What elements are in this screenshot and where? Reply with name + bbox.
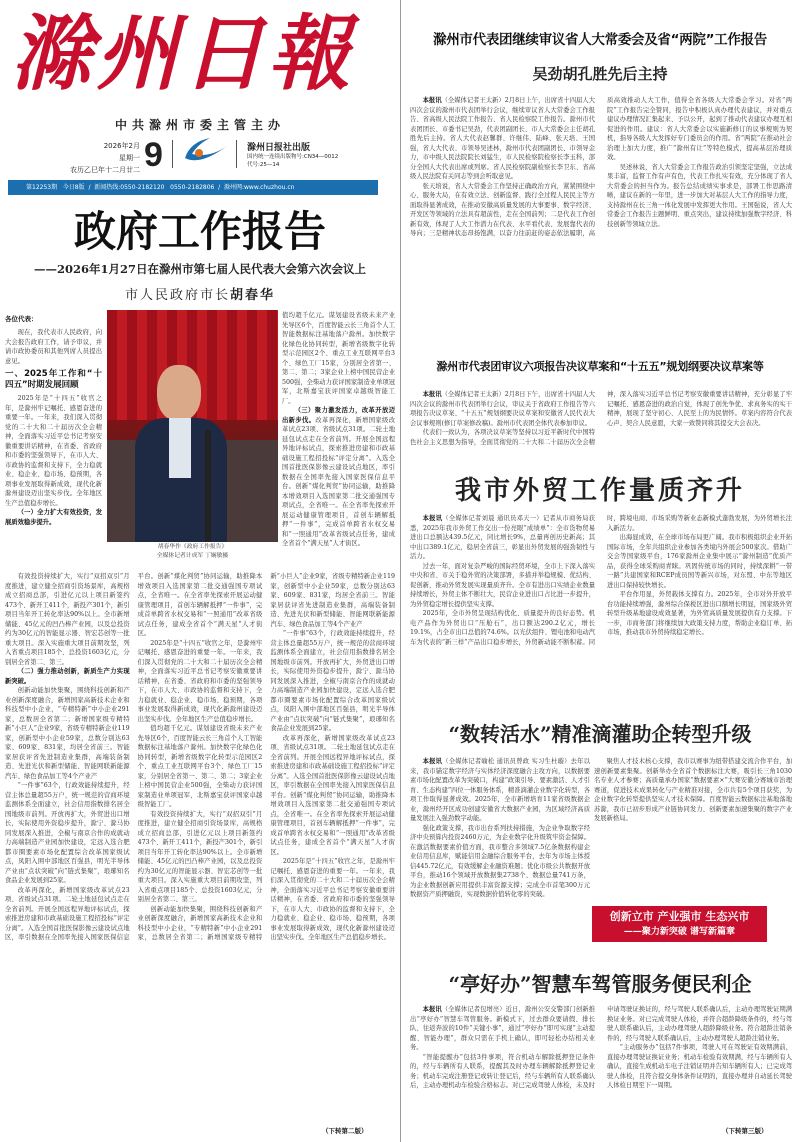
subsection-heading: （三）聚力激发活力，改革开放迈出新步伐。 bbox=[282, 407, 395, 424]
report-author bbox=[0, 284, 400, 303]
publication-codes bbox=[247, 153, 392, 169]
report-column-left bbox=[5, 311, 102, 571]
section-heading: 一、2025年工作和“十四五”时期发展回顾 bbox=[5, 369, 102, 390]
date-weekday: 星期一 bbox=[119, 154, 140, 162]
paragraph: 出海显成效，在全球市场布局更广阔。我市积极组织企业开拓国际市场，全年共组织企业参加各类境内外展会500家次。借助广交会等国家级平台，176家滁州企业集中展示“滁州制造”优质产品，获得全球采购商青睐。巩固传统市场的同时，持续深耕“一带一路”共建国家和RCEP成员国等新兴市场，对东盟、中东等地区进出口保持较快增长。 bbox=[607, 534, 792, 589]
report-subtitle: ——2026年1月27日在滁州市第七届人民代表大会第六次会议上 bbox=[33, 262, 366, 276]
lead: 本报讯 bbox=[422, 758, 443, 765]
postal-code: 代号:25—14 bbox=[247, 162, 280, 168]
column-divider bbox=[400, 0, 401, 1142]
article4-headline: “数转活水”精准滴灌助企转型升级 bbox=[448, 722, 752, 746]
article4-body-left bbox=[410, 757, 590, 942]
paragraph: 2025年，全市外贸呈现结构优化、质量提升的良好态势。机电产品作为外贸出口“压舱石”，出口额达290.2亿元，增长19.1%，占全市出口总值的74.6%。以光伏组件、锂电池和电动汽车为代表的“新三样”产品出口稳步增长，外贸新动能不断积蓄。同时，跨境电商、市场采购等新业态新模式蓬勃发展，为外贸增长注入新活力。 bbox=[410, 515, 792, 646]
paragraph: 强化政策支撑，我市出台系列扶持措施，为企业争取数字经济中央预算内投资2460万元，为企业数字化升级筑牢资金保障。在激活数据要素价值方面，我市整合多领域7.5亿条数据构建企业信用信息库，赋能信用金融综合服务平台，去年为市场主体授信445.72亿元，有效缓解企业融资难题；优化市级公共数据开放平台，推动16个领域开放数据集2738个、数据总量741万条，为企业数据创新应用提供丰富资源支撑；完成全市首笔300万元数据资产质押融资，实现数据价值转化零的突破。 bbox=[410, 824, 590, 898]
slogan-banner bbox=[592, 906, 767, 942]
paragraph: 改革再深化，新增国家级改革试点23项、省级试点31项。二轮土地延包试点走在全省前列。开展全国远程异地评标试点，探索推进房建和市政基础设施工程招投标“评定分离”。入选全国首批医保影像云建设试点地区，率引数据在全国率先接入国家医保信息平台。创新“煤化判贸”协同运输，助推降本增效项目入选国家第二批交通强国专项试点，全省唯一。在全省率先探索开展运动健康管理项目，首创车辆解抵押“一件事”，完成首单跨省水权交易和“一照通用”改革省级试点任务，建成全省首个“满天星”人才街区。 bbox=[282, 416, 395, 547]
paragraph: 2025年是“十四五”收官之年，是滁州牢记嘱托、感恩奋进的重要一年。一年来，我们深入贯彻党的二十大和二十届历次全会精神，全面落实习近平总书记考察安徽重要讲话精神，在省委、省政府和市委的坚强领导下，在市人大、市政协的监督和支持下，全力稳就业、稳企业、稳市场、稳预期，各项事业发展取得新成效，现代化新滁州建设迈出坚实步伐。全年地区生产总值稳步增长。 bbox=[270, 858, 395, 941]
paragraph: 张天培说，省人大常委会工作坚持正确政治方向，紧紧围绕中心、服务大局，在有效立法、创新监督、践行全过程人民民主等方面取得显著成效，在推动安徽高质量发展的大事要事、数字经济、开发区等领域的立法具有超前性，走在全国前列；二是代表工作创新有效，体现了人大工作潜力在代表、水平看代表、发展靠代表的导向；三是精神状态昂扬饱满，以奋力往前赶的姿态依法履职，高质高效推动人大工作，值得全省各级人大常委会学习。对省“两院”工作报告完全赞同，报告中积极认真办理代表建议，并对重点建议办理情况汇集起来、予以公开，起到了推动代表建议办理互相促进的作用。建议：省人大常委会以实施新修订的议事规则为契机，指导各级人大发挥好专门委员会的作用。省“两院”在推动社会治理上加大力度，推广“滁州有让”等特色模式，提高基层治理质效。 bbox=[410, 97, 792, 237]
article2-body bbox=[410, 390, 792, 452]
paragraph: “智能提醒办”包括3件事项，符合机动车解除抵押登记条件的，经与车辆所有人联系，提醒其及时办理车辆解除抵押登记业务；机动车完成注册登记或转让登记后，经与车辆所有人联系确认后，主动办理机动车检验合格标志。对已完成驾驶人体检，未及时申请驾驶证换证的，经与驾驶人联系确认后，主动办理驾驶证期满换证业务。对已完成驾驶人体检，并符合超龄降级条件的，经与驾驶人联系确认后，主动办理驾驶人超龄降级业务。符合超龄注销条件的，经与驾驶人联系确认后，主动办理驾驶人超龄注销业务。 bbox=[410, 1006, 792, 1089]
paragraph: 代表们一致认为，各项决议草案等坚持以习近平新时代中国特色社会主义思想为指导，全面贯彻党的二十大和二十届历次全会精神，深入落实习近平总书记考察安徽重要讲话精神，充分彰显了牢记嘱托、感恩奋进的政治自觉，体现了创先争优、求真务实的实干精神，展现了坚守初心、人民至上的为民情怀。草案内容符合代表心声、契合人民意愿，大家一致赞同将其提交大会表决。 bbox=[410, 391, 792, 446]
article4-body-right bbox=[594, 757, 792, 899]
article1-headline: 滁州市代表团继续审议省人大常委会及省“两院”工作报告 bbox=[433, 32, 767, 48]
paragraph: 吴述林说，省人大常委会工作报告政治引领坚定坚强，立法成果丰富，监督工作有声有色，代表工作扎实有效，充分体现了省人大常委会的担当作为。报告总结成绩实事求是，部署工作思路清晰，建议在新的一年里，进一步加大对基层人大工作的指导力度，支持滁州在长三角一体化发展中发挥更大作用。王国强说，省人大常委会工作报告主题鲜明、重点突出，建议持续加强数字经济、科技创新等领域立法。 bbox=[607, 163, 792, 228]
byline: （全媒体记者王太新） bbox=[441, 391, 505, 398]
divider bbox=[172, 140, 173, 168]
subsection-heading: （二）强力推动创新，新质生产力实现新突破。 bbox=[5, 668, 130, 685]
paragraph: 有效投资持续扩大，实行“双招双引”月度推进，建立健全招商引资场景库，高规格成立招商总部，引进亿元以上项目新签约473个、新开工411个，新投产301个，新引项目当年开工转化率达90%以上。全市新增储能、45亿元的凹凸棒产业园，以及总投资约为30亿元的智能显示器、智宏芯创等一批重大项目。深入实施重大项目前期攻坚，列入省重点项目185个、总投资1603亿元，分别居全省第二、第三。 bbox=[5, 573, 130, 666]
paragraph: 聚焦人才技术核心支撑，我市以赛事为纽带搭建交流合作平台，加速创新要素集聚。创新举办全省首个数据标注大赛，吸引长三角1030名专业人才参赛；高质量承办国家“数据要素×”大赛安徽分赛城市治理赛道，促进技术成果转化与产业精准对接，全市共有5个项目获奖，为企业数字化转型提供坚实人才技术保障。百度智能云数据标注基地落地苏滁，我市已初步形成产业链协同发力、创新要素加速集聚的数字产业发展新格局。 bbox=[594, 758, 792, 822]
article5-body bbox=[410, 1005, 792, 1123]
article2-headline: 滁州市代表团审议六项报告决议草案和“十五五”规划纲要决议草案等 bbox=[436, 360, 764, 373]
paragraph: 值均超千亿元。谋划建设省级未来产业先导区6个，百度智能云长三角首个人工智能数据标注基地落户滁州。加快数字化绿色化协同转型，新增省级数字化转型示范园区2个、重点工业互联网平台3个、绿色工厂15家，分别居全省第一、第二、第二；3家企业上榜中国民营企业500强，全柴动力获评国家制造业单项冠军，北斯嘉宝获评国家卓越级智能工厂。 bbox=[137, 725, 263, 808]
caption-title: 胡春华作《政府工作报告》 bbox=[157, 544, 228, 550]
paragraph: 过去一年，面对复杂严峻的国际经贸环境，全市上下深入落实中央和省、市关于稳外贸的决策部署，多措并举稳规模、优结构、促创新，推动外贸发展实现量质齐升。全市有进出口实绩企业数量持续增长，外贸主体不断壮大，民营企业进出口占比进一步提升，为外贸稳定增长提供坚实支撑。 bbox=[410, 562, 595, 608]
divider bbox=[236, 140, 237, 168]
mayor-photo bbox=[107, 310, 278, 542]
author-title: 市人民政府市长 bbox=[124, 288, 230, 303]
lead: 本报讯 bbox=[422, 515, 443, 522]
byline: （全媒体记者包增亮） bbox=[441, 1006, 506, 1013]
paragraph: 记者从市商务局获悉，2025年我市外贸工作交出一份亮眼“成绩单”：全市货物贸易进出口总额达439.5亿元，同比增长9%，总量再创历史新高；其中出口389.1亿元，稳居全省前三，彰显出外贸发展的强劲韧性与活力。 bbox=[410, 515, 595, 560]
caption-credit: 全媒体记者计成军 丁娴敏摄 bbox=[156, 553, 229, 559]
date-lunar: 农历乙巳年十二月廿二 bbox=[70, 166, 140, 174]
paragraph: “主动服务办”包括7件事项，驾驶人可在驾驶证有效期满前，直接办理驾驶证换证业务；机动车检验有效期满，经与车辆所有人确认，直接生成机动车电子注销证明并告知车辆所有人；已完成驾驶人体检，且符合提交身体条件证明的，直接办理并自动延长驾驶人体检日期至下一周期。 bbox=[607, 1044, 792, 1089]
paragraph: 平台作用显，外贸载体支撑有力。2025年，全市对外开放平台功能持续增强，滁州综合保税区进出口额增长明显，国家级外贸转型升级基地建设成效显著，为外贸高质量发展提供有力支撑。下一步，市商务部门将继续加大政策支持力度，帮助企业稳订单、拓市场，推动我市外贸持续稳定增长。 bbox=[607, 591, 792, 636]
speaker-face bbox=[157, 365, 201, 421]
paragraph: 2025年是“十四五”收官之年，是滁州牢记嘱托、感恩奋进的重要一年。一年来，我们深入贯彻党的二十大和二十届历次全会精神，全面落实习近平总书记考察安徽重要讲话精神，在省委、省政府和市委的坚强领导下，在市人大、市政协的监督和支持下，全力稳就业、稳企业、稳市场、稳预期，各项事业发展取得新成效，现代化新滁州建设迈出坚实步伐。全年地区生产总值稳步增长。 bbox=[5, 395, 102, 507]
photo-caption bbox=[107, 543, 278, 561]
lead: 本报讯 bbox=[422, 391, 442, 398]
author-name: 胡春华 bbox=[230, 288, 276, 303]
article3-body bbox=[410, 514, 792, 694]
paragraph: 去年以来，我市锚定数字经济与实体经济深度融合主攻方向，以数据要素市场化配置改革为突破口，构建“政策引导、要素激活、人才引育、生态构建”四位一体服务体系，精准滴灌企业数字化转型，各项工作取得显著成效。2025年，全市新增培育11家省级数据企业，滁州经开区成功创建安徽省大数据产业园，为区域经济高质量发展注入强劲数字动能。 bbox=[410, 758, 590, 822]
paragraph: 近日，滁州公安交警部门创新推出“亭好办”智慧车驾管服务。新模式下，过去群众要请假、排长队、往返奔波的10件“关键小事”，通过“亭好办”即可实现“主动提醒、智能办理”，群众只需在手机上确认，即可轻松办结相关业务。 bbox=[410, 1006, 596, 1051]
emblem-icon bbox=[180, 136, 230, 170]
paragraph: 有效投资持续扩大，实行“双招双引”月度推进，建立健全招商引资场景库，高规格成立招商总部，引进亿元以上项目新签约473个、新开工411个，新投产301个，新引项目当年开工转化率达90%以上。全市新增储能、45亿元的凹凸棒产业园，以及总投资约为30亿元的智能显示器、智宏芯创等一批重大项目。深入实施重大项目前期攻坚，列入省重点项目185个、总投资1603亿元，分别居全省第二、第三。 bbox=[137, 810, 263, 903]
article1-subtitle: 吴劲胡孔胜先后主持 bbox=[532, 65, 668, 83]
shirt bbox=[169, 418, 191, 478]
paragraph: 改革再深化，新增国家级改革试点23项、省级试点31项。二轮土地延包试点走在全省前列。开展全国远程异地评标试点，探索推进房建和市政基础设施工程招投标“评定分离”。入选全国首批医保影像云建设试点地区，率引数据在全国率先接入国家医保信息平台。创新“煤化判贸”协同运输，助推降本增效项目入选国家第二批交通强国专项试点，全省唯一。在全省率先探索开展运动健康管理项目，首创车辆解抵押“一件事”，完成首单跨省水权交易和“一照通用”改革省级试点任务，建成全省首个“满天星”人才街区。 bbox=[5, 573, 263, 941]
paragraph: 创新动能加快集聚，围绕科技创新和产业创新深度融合，新增国家高新技术企业和科技型中小企业，“专精特新”中小企业291家，总数居全省第二；新增国家级专精特新“小巨人”企业9家，省级专精特新企业119家，创新型中小企业59家，总数分别达63家、609家、831家，均居全省前三。智能家居获评省先进制造业集群，高端装备制造、先进光伏和新型储能、智能网联新能源汽车、绿色食品加工等4个产业产 bbox=[5, 687, 130, 780]
paragraph: 现在，我代表市人民政府，向大会报告政府工作，请予审议，并请市政协委员和其他列席人员提出意见。 bbox=[5, 329, 102, 365]
article5-headline: “亭好办”智慧车驾管服务便民利企 bbox=[448, 972, 752, 996]
report-column-right bbox=[282, 311, 395, 569]
byline: （全媒体记者王太新） bbox=[441, 97, 505, 104]
issue-date bbox=[40, 140, 140, 176]
paragraph: 值均超千亿元。谋划建设省级未来产业先导区6个，百度智能云长三角首个人工智能数据标注基地落户滁州。加快数字化绿色化协同转型，新增省级数字化转型示范园区2个、重点工业互联网平台3个、绿色工厂15家，分别居全省第一、第二、第二；3家企业上榜中国民营企业500强，全柴动力获评国家制造业单项冠军，北斯嘉宝获评国家卓越级智能工厂。 bbox=[282, 312, 395, 405]
report-headline: 政府工作报告 bbox=[73, 207, 326, 256]
slogan-sub: ——聚力新突破 谱写新篇章 bbox=[623, 927, 736, 937]
continued-note: （下转第三版） bbox=[722, 1127, 768, 1135]
newspaper-logo: 滁州日報 bbox=[10, 6, 354, 102]
paragraph: 创新动能加快集聚，围绕科技创新和产业创新深度融合，新增国家高新技术企业和科技型中小企业，“专精特新”中小企业291家，总数居全省第二；新增国家级专精特新“小巨人”企业9家，省级专精特新企业119家，创新型中小企业59家，总数分别达63家、609家、831家，均居全省前三。智能家居获评省先进制造业集群，高端装备制造、先进光伏和新型储能、智能网联新能源汽车、绿色食品加工等4个产业产 bbox=[137, 573, 395, 941]
paragraph: 2月8日下午，出席省十四届人大四次会议的滁州市代表团举行会议，审议关于省政府工作报告等六项报告决议草案、“十五五”规划纲要决议草案和安徽省人民代表大会议事规则(修订草案修改稿)。滁州市代表团全体代表参加审议。 bbox=[410, 391, 596, 427]
paragraph: 改革再深化，新增国家级改革试点23项、省级试点31项。二轮土地延包试点走在全省前列。开展全国远程异地评标试点，探索推进房建和市政基础设施工程招投标“评定分离”。入选全国首批医保影像云建设试点地区，率引数据在全国率先接入国家医保信息平台。创新“煤化判贸”协同运输，助推降本增效项目入选国家第二批交通强国专项试点，全省唯一。在全省率先探索开展运动健康管理项目，首创车辆解抵押“一件事”，完成首单跨省水权交易和“一照通用”改革省级试点任务，建成全省首个“满天星”人才街区。 bbox=[270, 734, 395, 856]
article3-headline: 我市外贸工作量质齐升 bbox=[454, 476, 745, 506]
slogan-main: 创新立市 产业强市 生态兴市 bbox=[609, 910, 750, 923]
subsection-heading: （一）全力扩大有效投资，发展质效稳步提升。 bbox=[5, 509, 102, 526]
date-month: 2026年2月 bbox=[103, 142, 140, 150]
publisher: 滁州日报社出版 bbox=[247, 143, 311, 153]
continued-note: （下转第二版） bbox=[322, 1127, 368, 1135]
issue-day: 9 bbox=[144, 136, 163, 174]
sponsor-line: 中共滁州市委主管主办 bbox=[114, 118, 285, 132]
report-body bbox=[5, 572, 395, 1124]
lead: 本报讯 bbox=[422, 97, 442, 104]
lead: 本报讯 bbox=[422, 1006, 442, 1013]
salutation: 各位代表： bbox=[5, 315, 38, 323]
issn: 国内统一连续出版物号:CN34—0012 bbox=[247, 154, 339, 160]
paragraph: 2月8日上午，出席省十四届人大四次会议的滁州市代表团举行会议，继续审议省人大常委会工作报告、省高级人民法院工作报告、省人民检察院工作报告。滁州市代表团团长、市委书记吴劲，代表团副团长、市人大常委会主任胡孔胜先后主持。省人大代表赵馨群、许继伟、陆峰、张天培、王国强，省人大代表、市领导吴述林，滁州市代表团副团长、市领导金力，市中级人民法院院长刘猛生，市人民检察院检察长李玉科，部分全国人大代表出席或列席。省人民检察院副检察长李卫东、省高级人民法院有关同志等到会听取意见。 bbox=[410, 97, 596, 180]
paragraph: 2025年是“十四五”收官之年，是滁州牢记嘱托、感恩奋进的重要一年。一年来，我们深入贯彻党的二十大和二十届历次全会精神，全面落实习近平总书记考察安徽重要讲话精神，在省委、省政府和市委的坚强领导下，在市人大、市政协的监督和支持下，全力稳就业、稳企业、稳市场、稳预期，各项事业发展取得新成效，现代化新滁州建设迈出坚实步伐。全年地区生产总值稳步增长。 bbox=[137, 639, 263, 723]
issue-info-bar: 第12253期 今日8版 / 新闻热线:0550-2182120 0550-2182806 / 滁州网:www.chuzhou.cn bbox=[8, 180, 378, 195]
paragraph: “一件事”63个，行政效能持续提升，经营主体总量超55万户，统一规范的营商环境监测体系全面建立，社会信用指数排名居全国地级市前列。开放再扩大，外贸进出口增长，实际使用外资稳步提升，滁宁、滁马协同发展深入推进，全椒与南京合作的成就动力高端制造产业园加快建设，定远入选合肥都市圈要素市场化配置综合改革国家级试点，凤阳入围中部地区百强县，明光半导体产业由“点状突破”向“链式集聚”，琅琊知名食品企业发展到25家。 bbox=[5, 782, 130, 884]
paragraph: “一件事”63个，行政效能持续提升，经营主体总量超55万户，统一规范的营商环境监测体系全面建立，社会信用指数排名居全国地级市前列。开放再扩大，外贸进出口增长，实际使用外资稳步提升，滁宁、滁马协同发展深入推进，全椒与南京合作的成就动力高端制造产业园加快建设，定远入选合肥都市圈要素市场化配置综合改革国家级试点，凤阳入围中部地区百强县，明光半导体产业由“点状突破”向“链式集聚”，琅琊知名食品企业发展到25家。 bbox=[270, 630, 395, 732]
byline: （全媒体记者刘晨 通讯员邓天一） bbox=[442, 515, 543, 522]
byline: （全媒体记者喻松 通讯员曾政 实习生杜璇） bbox=[442, 758, 571, 765]
article1-body bbox=[410, 96, 792, 316]
microphone bbox=[205, 430, 211, 542]
